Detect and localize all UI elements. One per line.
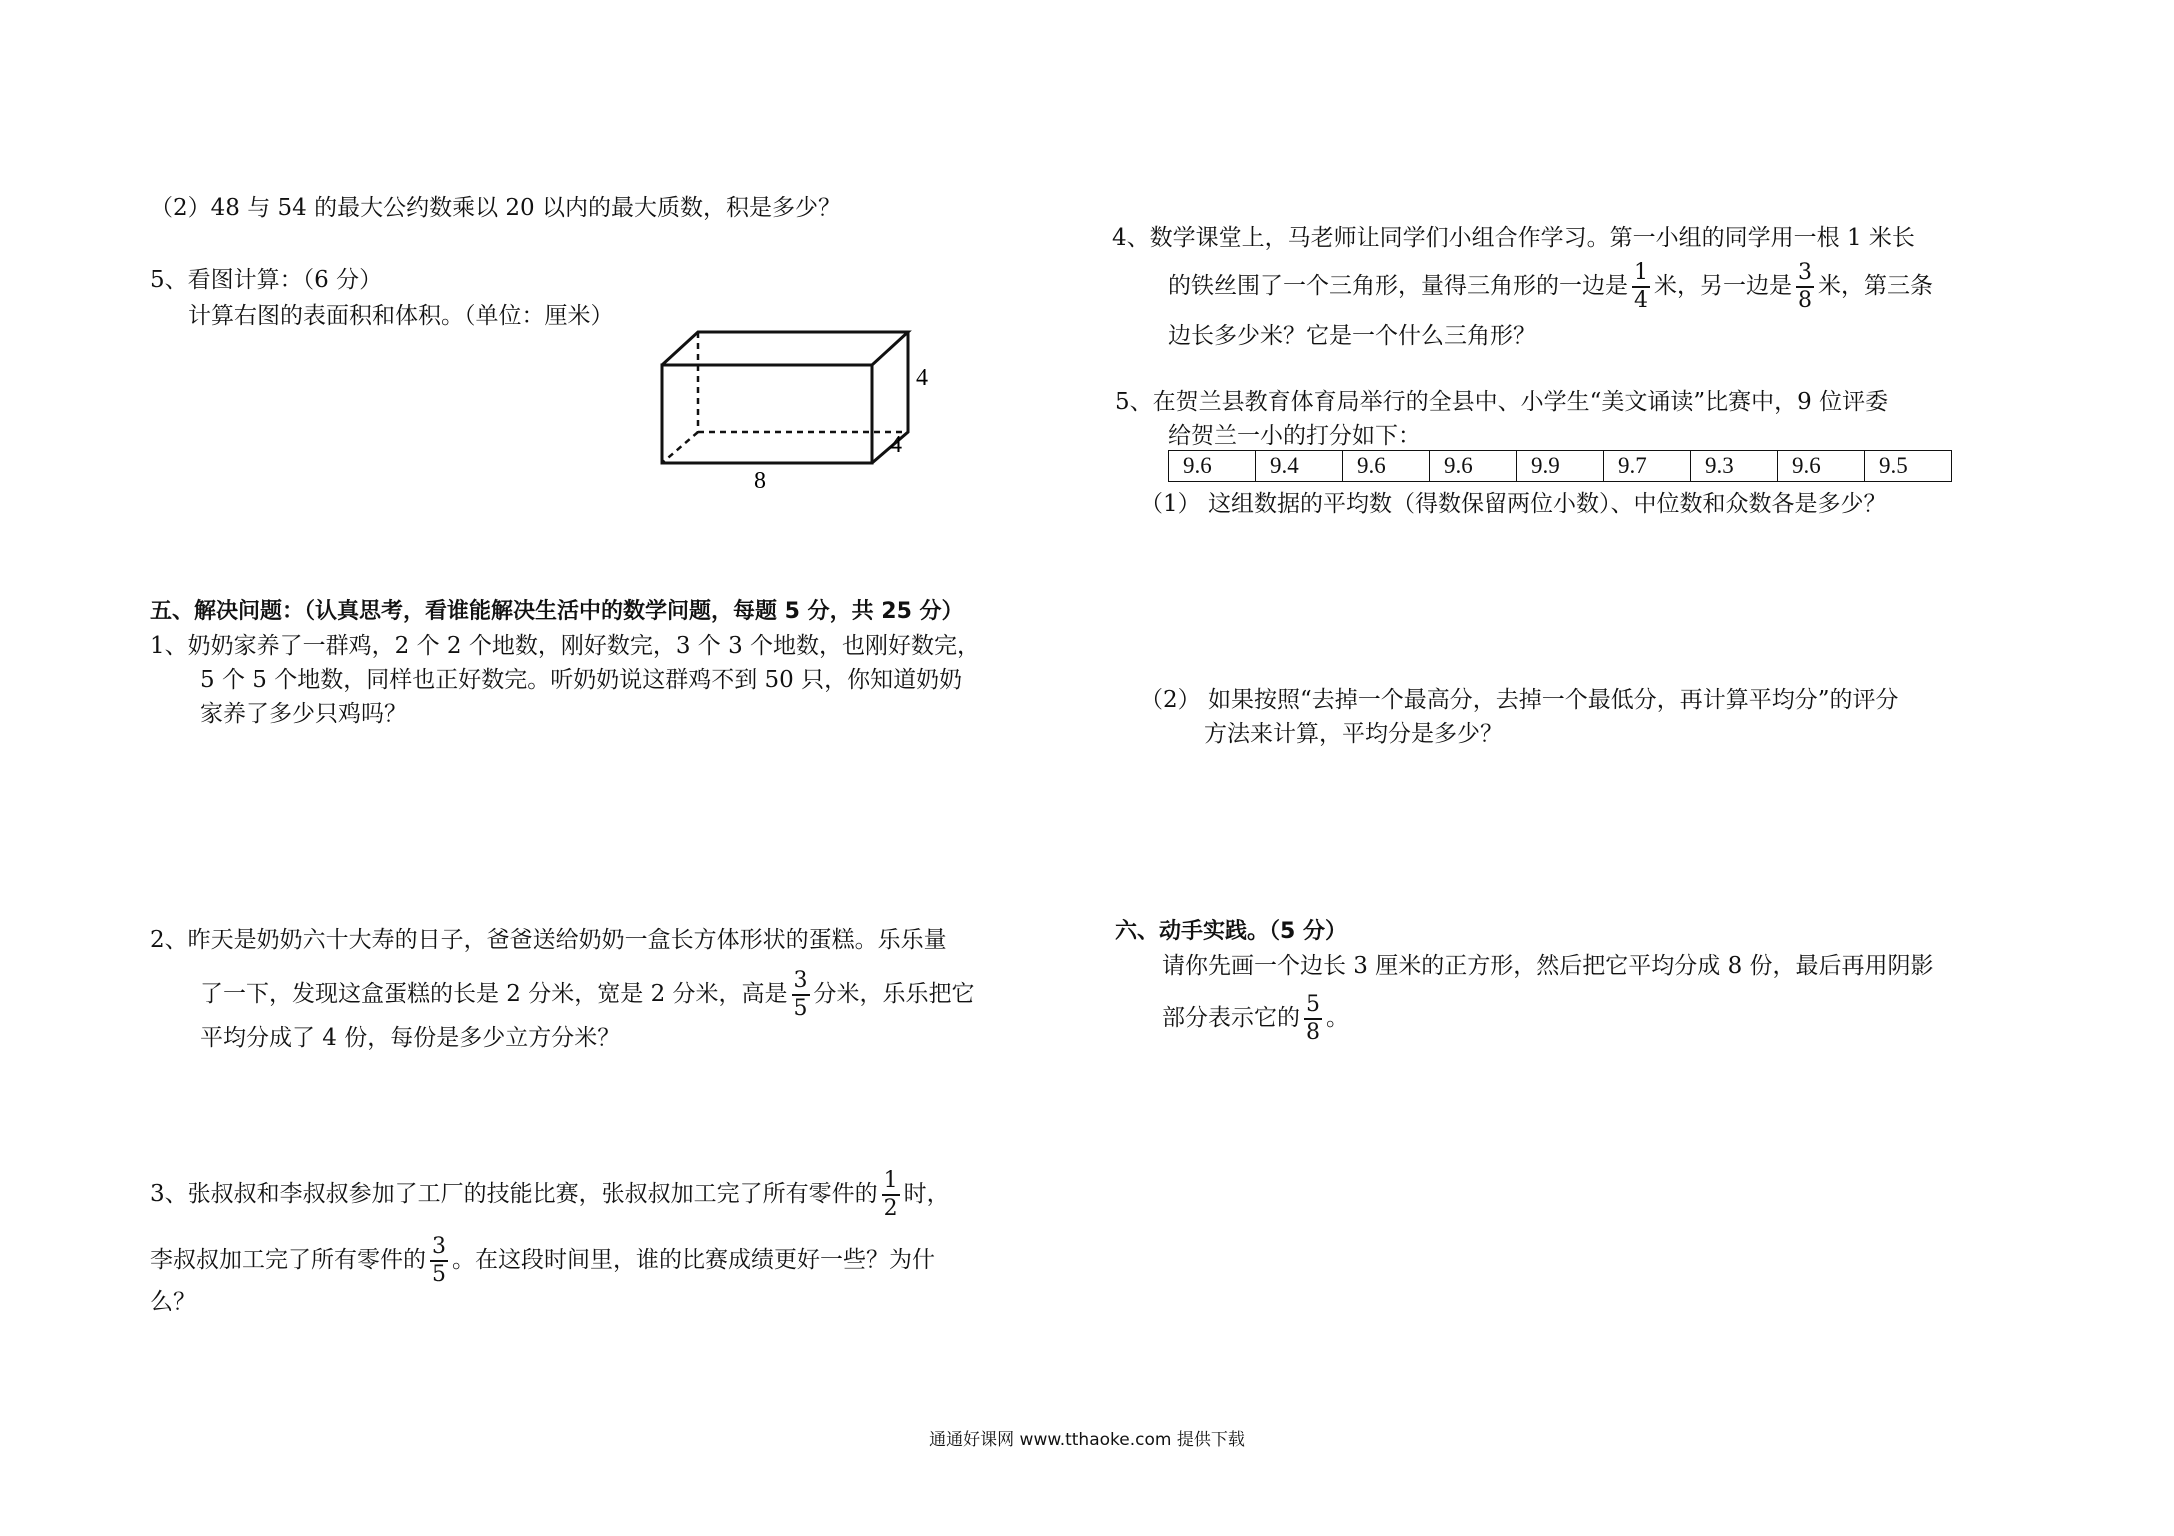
problem-1-line-2: 5 个 5 个地数，同样也正好数完。听奶奶说这群鸡不到 50 只，你知道奶奶 bbox=[200, 667, 963, 693]
problem-5-line-2: 给贺兰一小的打分如下： bbox=[1168, 423, 1421, 449]
cuboid-length-label: 8 bbox=[754, 468, 766, 494]
problem-5-line-1: 5、在贺兰县教育体育局举行的全县中、小学生“美文诵读”比赛中，9 位评委 bbox=[1115, 389, 1889, 415]
score-cell: 9.9 bbox=[1517, 451, 1604, 482]
fraction-3-5: $\frac{3}{5}$ bbox=[793, 968, 808, 1021]
score-cell: 9.5 bbox=[1865, 451, 1952, 482]
section-6-title: 六、动手实践。（5 分） bbox=[1115, 919, 1347, 944]
section-5-title: 五、解决问题：（认真思考，看谁能解决生活中的数学问题，每题 5 分，共 25 分） bbox=[150, 599, 964, 624]
problem-3-line-3: 么？ bbox=[150, 1289, 196, 1315]
score-cell: 9.7 bbox=[1604, 451, 1691, 482]
problem-4-line-2: 的铁丝围了一个三角形，量得三角形的一边是 $\frac{1}{4}$ 米，另一边是 $\frac{3}{8}$ 米，第三条 bbox=[1168, 260, 1933, 313]
score-cell: 9.6 bbox=[1778, 451, 1865, 482]
cuboid-hidden-edge-diagonal bbox=[662, 432, 698, 463]
problem-5-question-1: （1） 这组数据的平均数（得数保留两位小数）、中位数和众数各是多少？ bbox=[1140, 491, 1887, 517]
problem-4-line-3: 边长多少米？它是一个什么三角形？ bbox=[1168, 323, 1536, 349]
cuboid-height-label: 4 bbox=[916, 365, 928, 391]
score-cell: 9.3 bbox=[1691, 451, 1778, 482]
problem-3-line-2: 李叔叔加工完了所有零件的 $\frac{3}{5}$ 。在这段时间里，谁的比赛成绩更好一些？为什 bbox=[150, 1234, 935, 1287]
problem-5-question-2-line-1: （2） 如果按照“去掉一个最高分，去掉一个最低分，再计算平均分”的评分 bbox=[1140, 687, 1899, 713]
problem-6-line-2: 部分表示它的 $\frac{5}{8}$ 。 bbox=[1162, 992, 1349, 1045]
fraction-1-4: $\frac{1}{4}$ bbox=[1634, 260, 1648, 313]
problem-6-line-1: 请你先画一个边长 3 厘米的正方形，然后把它平均分成 8 份，最后再用阴影 bbox=[1162, 953, 1934, 979]
score-cell: 9.6 bbox=[1169, 451, 1256, 482]
problem-2-gcd-line: （2）48 与 54 的最大公约数乘以 20 以内的最大质数，积是多少？ bbox=[150, 195, 841, 221]
score-cell: 9.6 bbox=[1430, 451, 1517, 482]
problem-2-line-1: 2、昨天是奶奶六十大寿的日子，爸爸送给奶奶一盒长方体形状的蛋糕。乐乐量 bbox=[150, 927, 947, 953]
fraction-3-8: $\frac{3}{8}$ bbox=[1798, 260, 1812, 313]
problem-2-line-3: 平均分成了 4 份，每份是多少立方分米？ bbox=[200, 1025, 621, 1051]
score-cell: 9.4 bbox=[1256, 451, 1343, 482]
scores-table bbox=[1168, 450, 1952, 482]
footer-source: 通通好课网 www.tthaoke.com 提供下载 bbox=[929, 1430, 1245, 1450]
cuboid-depth-label: 4 bbox=[890, 432, 902, 458]
fraction-3-5-b: $\frac{3}{5}$ bbox=[432, 1234, 446, 1287]
problem-4-line-1: 4、数学课堂上，马老师让同学们小组合作学习。第一小组的同学用一根 1 米长 bbox=[1112, 225, 1915, 251]
problem-2-line-2: 了一下，发现这盒蛋糕的长是 2 分米，宽是 2 分米，高是 $\frac{3}{5}$ 分米，乐乐把它 bbox=[200, 968, 975, 1021]
fraction-1-2: $\frac{1}{2}$ bbox=[883, 1168, 898, 1221]
problem-1-line-1: 1、奶奶家养了一群鸡，2 个 2 个地数，刚好数完，3 个 3 个地数，也刚好数完， bbox=[150, 633, 981, 659]
fraction-5-8: $\frac{5}{8}$ bbox=[1306, 992, 1320, 1045]
question-5-title: 5、看图计算：（6 分） bbox=[150, 267, 383, 293]
problem-3-line-1: 3、张叔叔和李叔叔参加了工厂的技能比赛，张叔叔加工完了所有零件的 $\frac{1}{2}$ 时， bbox=[150, 1168, 950, 1221]
cuboid-diagram bbox=[650, 320, 950, 500]
problem-5-question-2-line-2: 方法来计算，平均分是多少？ bbox=[1204, 721, 1503, 747]
problem-1-line-3: 家养了多少只鸡吗？ bbox=[200, 701, 407, 727]
cuboid-front-face bbox=[662, 365, 872, 463]
score-cell: 9.6 bbox=[1343, 451, 1430, 482]
question-5-description: 计算右图的表面积和体积。（单位：厘米） bbox=[188, 303, 614, 329]
